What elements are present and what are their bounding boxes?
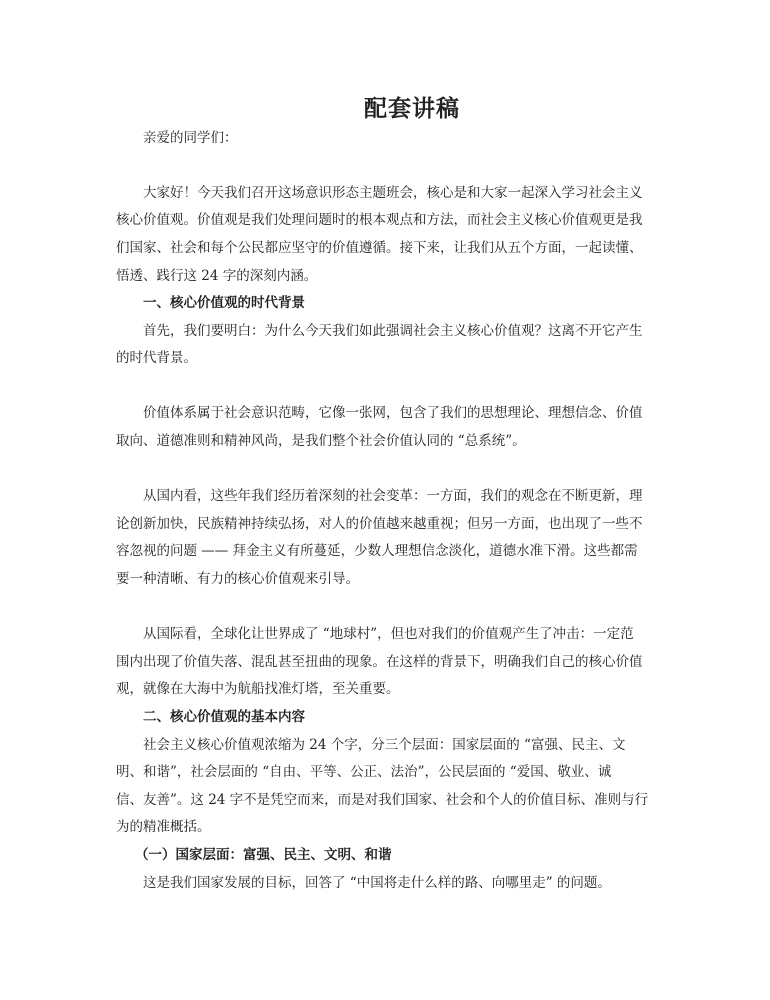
paragraph-line: 容忽视的问题 —— 拜金主义有所蔓延，少数人理想信念淡化，道德水准下滑。这些都需 xyxy=(116,543,638,559)
subsection-heading-national: （一）国家层面：富强、民主、文明、和谐 xyxy=(135,847,392,863)
paragraph-line: 为的精准概括。 xyxy=(116,819,211,835)
paragraph-line: 明、和谐”，社会层面的 “自由、平等、公正、法治”，公民层面的 “爱国、敬业、诚 xyxy=(116,764,612,780)
section-heading-background: 一、核心价值观的时代背景 xyxy=(143,295,305,311)
intro-paragraph-line: 悟透、践行这 24 字的深刻内涵。 xyxy=(116,268,318,284)
paragraph-line: 要一种清晰、有力的核心价值观来引导。 xyxy=(116,571,359,587)
paragraph-line: 价值体系属于社会意识范畴，它像一张网，包含了我们的思想理论、理想信念、价值 xyxy=(143,405,643,421)
paragraph-line: 信、友善”。这 24 字不是凭空而来，而是对我们国家、社会和个人的价值目标、准则与行 xyxy=(116,792,649,808)
paragraph-line: 社会主义核心价值观浓缩为 24 个字，分三个层面：国家层面的 “富强、民主、文 xyxy=(143,737,626,753)
intro-paragraph-line: 们国家、社会和每个公民都应坚守的价值遵循。接下来，让我们从五个方面，一起读懂、 xyxy=(116,240,643,256)
paragraph-line: 从国内看，这些年我们经历着深刻的社会变革：一方面，我们的观念在不断更新，理 xyxy=(143,488,643,504)
salutation: 亲爱的同学们： xyxy=(143,130,238,146)
paragraph-line: 从国际看，全球化让世界成了 “地球村”，但也对我们的价值观产生了冲击：一定范 xyxy=(143,626,634,642)
page-title: 配套讲稿 xyxy=(364,95,460,122)
paragraph-line: 这是我们国家发展的目标，回答了 “中国将走什么样的路、向哪里走” 的问题。 xyxy=(143,875,611,891)
intro-paragraph-line: 大家好！今天我们召开这场意识形态主题班会，核心是和大家一起深入学习社会主义 xyxy=(143,185,643,201)
intro-paragraph-line: 核心价值观。价值观是我们处理问题时的根本观点和方法，而社会主义核心价值观更是我 xyxy=(116,212,643,228)
paragraph-line: 取向、道德准则和精神风尚，是我们整个社会价值认同的 “总系统”。 xyxy=(116,433,526,449)
paragraph-line: 首先，我们要明白：为什么今天我们如此强调社会主义核心价值观？这离不开它产生 xyxy=(143,323,643,339)
paragraph-line: 观，就像在大海中为航船找准灯塔，至关重要。 xyxy=(116,681,400,697)
paragraph-line: 的时代背景。 xyxy=(116,350,197,366)
paragraph-line: 围内出现了价值失落、混乱甚至扭曲的现象。在这样的背景下，明确我们自己的核心价值 xyxy=(116,654,643,670)
paragraph-line: 论创新加快，民族精神持续弘扬，对人的价值越来越重视；但另一方面，也出现了一些不 xyxy=(116,516,643,532)
section-heading-content: 二、核心价值观的基本内容 xyxy=(143,709,305,725)
